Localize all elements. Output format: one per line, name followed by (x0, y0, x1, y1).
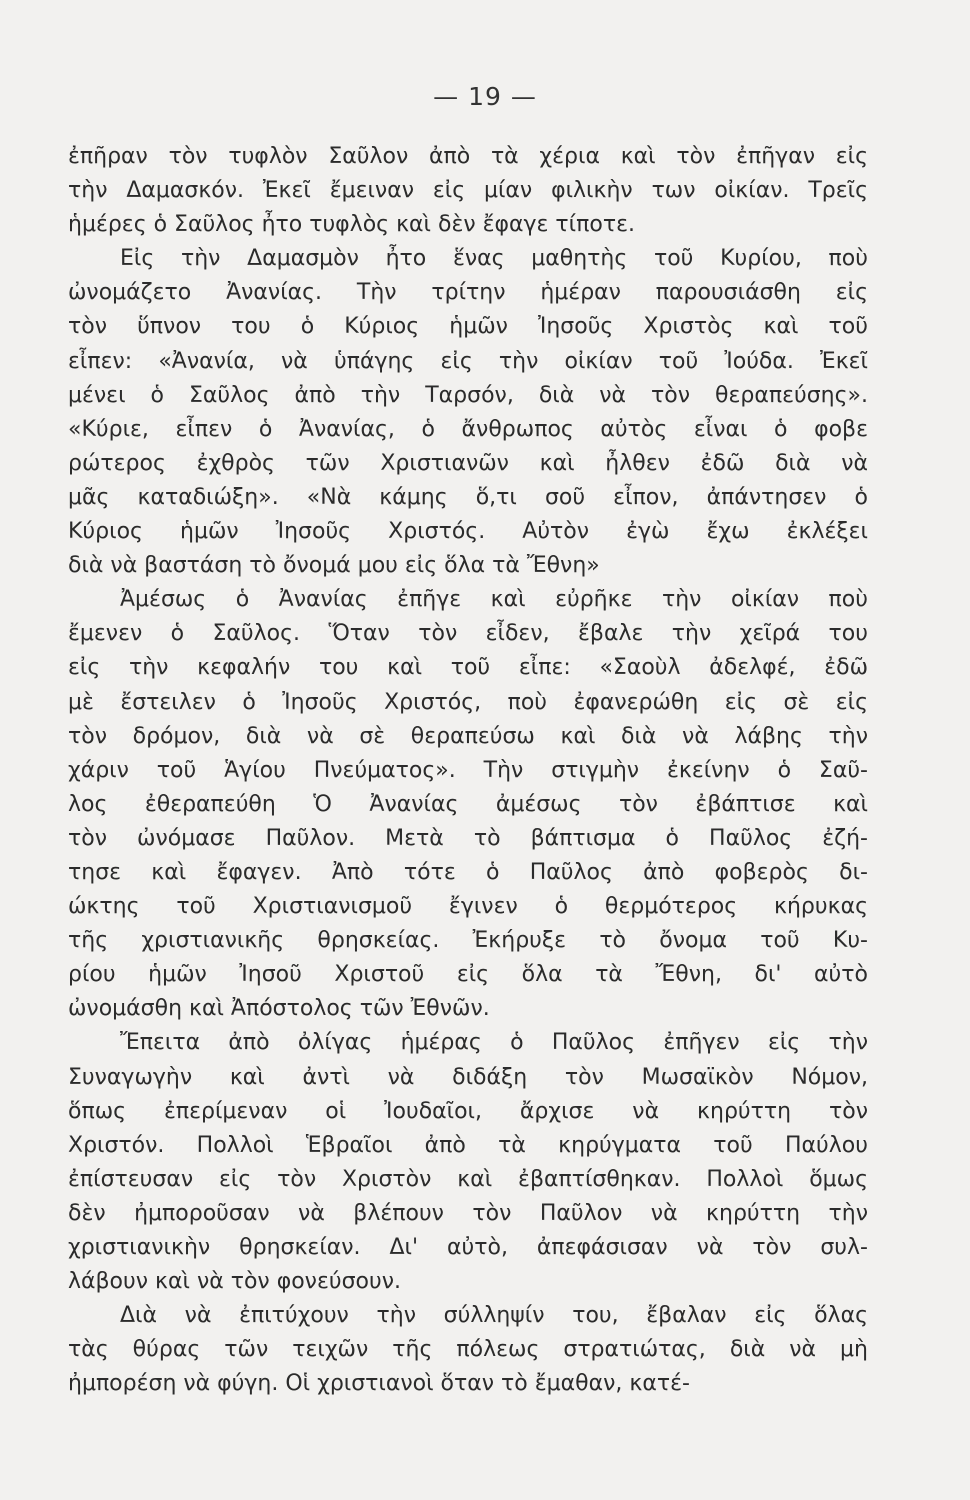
text-line: Ἔπειτα ἀπὸ ὀλίγας ἡμέρας ὁ Παῦλος ἐπῆγεν εἰς τὴν (120, 1030, 868, 1056)
text-line: ώκτης τοῦ Χριστιανισμοῦ ἔγινεν ὁ θερμότερος κήρυκας (68, 894, 868, 920)
text-line: ἐπίστευσαν εἰς τὸν Χριστὸν καὶ ἐβαπτίσθηκαν. Πολλοὶ ὅμως (68, 1166, 868, 1192)
page-number: — 19 — (433, 82, 537, 111)
text-line: ὠνομάσθη καὶ Ἀπόστολος τῶν Ἐθνῶν. (68, 996, 490, 1022)
text-line: Ἀμέσως ὁ Ἀνανίας ἐπῆγε καὶ εὐρῆκε τὴν οἰκίαν ποὺ (120, 587, 868, 613)
text-line: τὰς θύρας τῶν τειχῶν τῆς πόλεως στρατιώτας, διὰ νὰ μὴ (68, 1337, 868, 1363)
text-line: Χριστόν. Πολλοὶ Ἑβραῖοι ἀπὸ τὰ κηρύγματα τοῦ Παύλου (68, 1132, 868, 1158)
text-line: Συναγωγὴν καὶ ἀντὶ νὰ διδάξη τὸν Μωσαϊκὸν Νόμον, (68, 1064, 868, 1090)
text-line: χάριν τοῦ Ἁγίου Πνεύματος». Τὴν στιγμὴν ἐκείνην ὁ Σαῦ- (68, 757, 868, 783)
text-line: ὅπως ἐπερίμεναν οἱ Ἰουδαῖοι, ἄρχισε νὰ κηρύττη τὸν (68, 1098, 868, 1124)
text-line: ἡμέρες ὁ Σαῦλος ἦτο τυφλὸς καὶ δὲν ἔφαγε τίποτε. (68, 212, 635, 238)
text-line: μὲ ἔστειλεν ὁ Ἰησοῦς Χριστός, ποὺ ἐφανερώθη εἰς σὲ εἰς (68, 689, 868, 715)
text-line: Κύριος ἡμῶν Ἰησοῦς Χριστός. Αὐτὸν ἐγὼ ἔχω ἐκλέξει (68, 519, 868, 545)
text-line: Εἰς τὴν Δαμασμὸν ἦτο ἕνας μαθητὴς τοῦ Κυρίου, ποὺ (120, 246, 868, 272)
text-line: τὴν Δαμασκόν. Ἐκεῖ ἔμειναν εἰς μίαν φιλικὴν των οἰκίαν. Τρεῖς (68, 178, 868, 204)
text-line: διὰ νὰ βαστάση τὸ ὄνομά μου εἰς ὅλα τὰ Ἔθνη» (68, 553, 600, 579)
text-line: τὸν δρόμον, διὰ νὰ σὲ θεραπεύσω καὶ διὰ νὰ λάβης τὴν (68, 723, 868, 749)
text-line: τῆς χριστιανικῆς θρησκείας. Ἐκήρυξε τὸ ὄνομα τοῦ Κυ- (68, 928, 868, 954)
text-line: μένει ὁ Σαῦλος ἀπὸ τὴν Ταρσόν, διὰ νὰ τὸν θεραπεύσης». (68, 382, 868, 408)
text-line: ἠμπορέση νὰ φύγη. Οἱ χριστιανοὶ ὅταν τὸ ἔμαθαν, κατέ- (68, 1371, 690, 1397)
text-line: εἶπεν: «Ἀνανία, νὰ ὑπάγης εἰς τὴν οἰκίαν τοῦ Ἰούδα. Ἐκεῖ (68, 348, 868, 374)
text-line: τὸν ὕπνον του ὁ Κύριος ἡμῶν Ἰησοῦς Χριστὸς καὶ τοῦ (68, 314, 868, 340)
text-line: Διὰ νὰ ἐπιτύχουν τὴν σύλληψίν του, ἔβαλαν εἰς ὅλας (120, 1303, 868, 1329)
text-line: μᾶς καταδιώξη». «Νὰ κάμης ὅ,τι σοῦ εἶπον, ἀπάντησεν ὁ (68, 484, 868, 510)
text-line: λος ἐθεραπεύθη Ὁ Ἀνανίας ἀμέσως τὸν ἐβάπτισε καὶ (68, 791, 868, 817)
text-line: ἔμενεν ὁ Σαῦλος. Ὅταν τὸν εἶδεν, ἔβαλε τὴν χεῖρά του (68, 621, 868, 647)
text-line: ρώτερος ἐχθρὸς τῶν Χριστιανῶν καὶ ἦλθεν ἐδῶ διὰ νὰ (68, 450, 868, 476)
text-line: τησε καὶ ἔφαγεν. Ἀπὸ τότε ὁ Παῦλος ἀπὸ φοβερὸς δι- (68, 859, 868, 885)
text-line: «Κύριε, εἶπεν ὁ Ἀνανίας, ὁ ἄνθρωπος αὐτὸς εἶναι ὁ φοβε (68, 416, 868, 442)
text-line: δὲν ἠμποροῦσαν νὰ βλέπουν τὸν Παῦλον νὰ κηρύττη τὴν (68, 1200, 868, 1226)
text-line: λάβουν καὶ νὰ τὸν φονεύσουν. (68, 1269, 402, 1295)
text-line: τὸν ὠνόμασε Παῦλον. Μετὰ τὸ βάπτισμα ὁ Παῦλος ἐζή- (68, 825, 868, 851)
text-line: εἰς τὴν κεφαλήν του καὶ τοῦ εἶπε: «Σαοὺλ ἀδελφέ, ἐδῶ (68, 655, 868, 681)
text-line: ὠνομάζετο Ἀνανίας. Τὴν τρίτην ἡμέραν παρουσιάσθη εἰς (68, 280, 868, 306)
text-line: ρίου ἡμῶν Ἰησοῦ Χριστοῦ εἰς ὅλα τὰ Ἔθνη, δι' αὐτὸ (68, 962, 868, 988)
text-line: χριστιανικὴν θρησκείαν. Δι' αὐτὸ, ἀπεφάσισαν νὰ τὸν συλ- (68, 1235, 868, 1260)
text-line: ἐπῆραν τὸν τυφλὸν Σαῦλον ἀπὸ τὰ χέρια καὶ τὸν ἐπῆγαν εἰς (68, 144, 868, 169)
body-text (68, 140, 868, 1401)
